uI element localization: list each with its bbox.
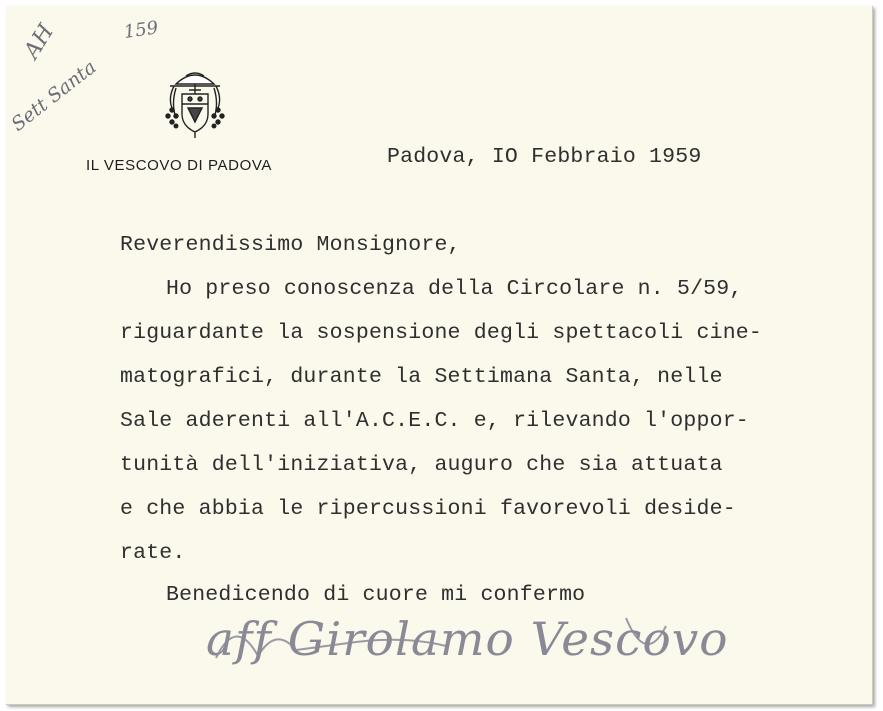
episcopal-coat-of-arms-icon xyxy=(162,64,228,144)
letter-body-line: Sale aderenti all'A.C.E.C. e, rilevando l'oppor- xyxy=(120,409,749,433)
letter-body-line: rate. xyxy=(120,541,186,565)
letter-body-line: matografici, durante la Settimana Santa, nelle xyxy=(120,365,723,389)
letter-body-line: Ho preso conoscenza della Circolare n. 5/59, xyxy=(166,277,743,301)
signature-text: aff Girolamo Vescovo xyxy=(206,612,729,666)
handwritten-number: 159 xyxy=(122,17,160,43)
letterhead-title: IL VESCOVO DI PADOVA xyxy=(86,157,272,174)
letter-salutation: Reverendissimo Monsignore, xyxy=(120,233,461,257)
handwritten-mark: AH xyxy=(19,20,60,64)
handwritten-note: Sett Santa xyxy=(7,56,101,136)
letter-date: Padova, IO Febbraio 1959 xyxy=(387,145,702,169)
letter-body-line: riguardante la sospensione degli spettacoli cine- xyxy=(120,321,763,345)
letter-body-line: e che abbia le ripercussioni favorevoli deside- xyxy=(120,497,736,521)
letter-body-line: tunità dell'iniziativa, auguro che sia attuata xyxy=(120,453,723,477)
letter-closing: Benedicendo di cuore mi confermo xyxy=(166,583,586,607)
letter-sheet xyxy=(6,6,873,705)
handwritten-signature xyxy=(206,606,786,676)
